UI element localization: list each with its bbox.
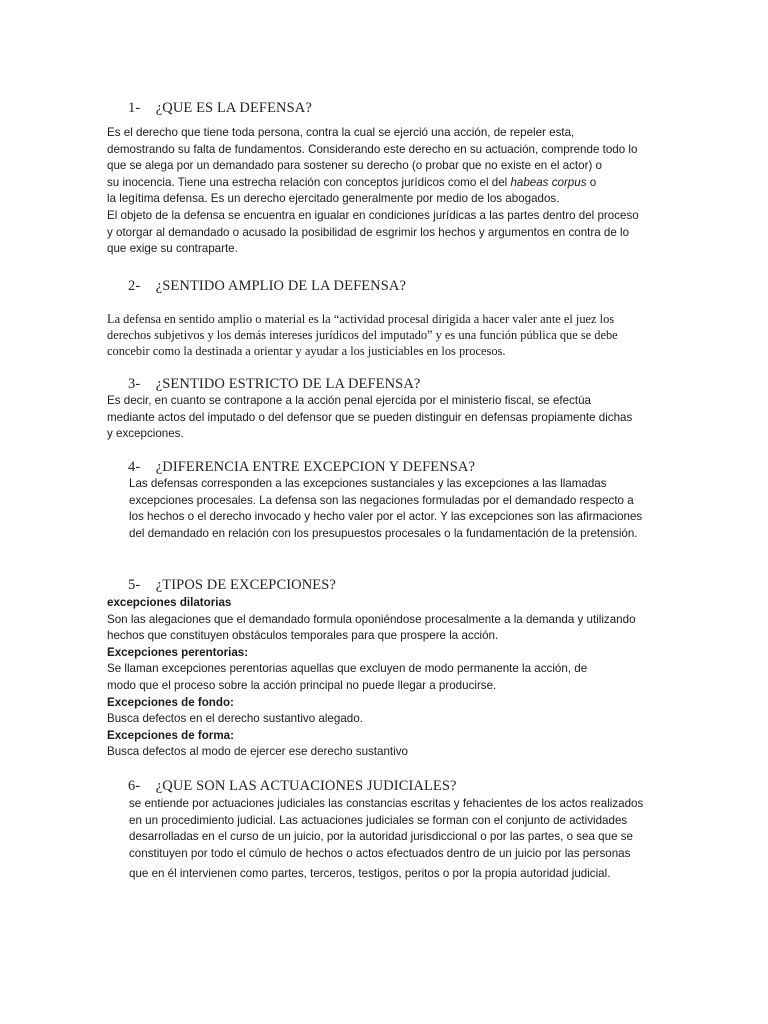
section-1-body [107,125,639,258]
section-6-body [129,796,643,883]
exception-type-label: excepciones dilatorias [107,596,232,609]
paragraph-line: Busca defectos en el derecho sustantivo alegado. [107,712,363,726]
paragraph-line: que exige su contraparte. [107,242,238,256]
paragraph-line: Es decir, en cuanto se contrapone a la acción penal ejercida por el ministerio fiscal, se efectúa [107,394,591,407]
italic-term: habeas corpus [510,175,587,189]
section-number: 5- [128,577,141,593]
paragraph-line: El objeto de la defensa se encuentra en igualar en condiciones jurídicas a las partes dentro del proceso [107,208,639,222]
section-number: 1- [128,100,141,116]
section-2-body [107,311,618,360]
paragraph-line: Se llaman excepciones perentorias aquellas que excluyen de modo permanente la acción, de [107,662,588,676]
section-3-heading [128,376,420,393]
paragraph-line: excepciones procesales. La defensa son las negaciones formuladas por el demandado respecto a [129,493,634,507]
section-3-body [107,393,632,443]
paragraph-line: y excepciones. [107,427,184,441]
paragraph-line: Es el derecho que tiene toda persona, contra la cual se ejerció una acción, de repeler esta, [107,126,575,139]
paragraph-text: su inocencia. Tiene una estrecha relación con conceptos jurídicos como el del [107,175,511,189]
section-number: 6- [128,778,141,794]
exception-type-label: Excepciones de fondo: [107,695,234,709]
paragraph-line: Busca defectos al modo de ejercer ese derecho sustantivo [107,745,408,759]
paragraph-line: mediante actos del imputado o del defensor que se pueden distinguir en defensas propiamente dichas [107,410,633,424]
exception-type-label: Excepciones perentorias: [107,645,249,659]
paragraph-line: los hechos o el derecho invocado y hecho valer por el actor. Y las excepciones son las afirmaciones [129,510,643,524]
paragraph-line: y otorgar al demandado o acusado la posibilidad de esgrimir los hechos y argumentos en contra de lo [107,225,630,239]
paragraph-line: que en él intervienen como partes, terceros, testigos, peritos o por la propia autoridad judicial. [129,867,611,881]
section-4-body [129,476,642,542]
paragraph-line: constituyen por todo el cúmulo de hechos o actos efectuados dentro de un juicio por las personas [129,846,631,860]
paragraph-line [107,175,639,192]
paragraph-line: demostrando su falta de fundamentos. Considerando este derecho en su actuación, comprende todo lo [107,142,638,156]
paragraph-line: se entiende por actuaciones judiciales las constancias escritas y fehacientes de los actos realizados [129,797,644,810]
section-5-body [107,595,636,761]
paragraph-line: La defensa en sentido amplio o material es la “actividad procesal dirigida a hacer valer ante el juez los [107,312,615,326]
paragraph-line: concebir como la destinada a orientar y ayudar a los justiciables en los procesos. [107,344,506,359]
paragraph-line: en un procedimiento judicial. Las actuaciones judiciales se forman con el conjunto de actividades [129,813,628,827]
section-number: 4- [128,459,141,475]
section-number: 2- [128,278,141,294]
section-6-heading [128,778,457,795]
exception-type-label: Excepciones de forma: [107,728,234,742]
section-4-heading [128,459,475,476]
section-2-heading [128,278,406,295]
section-1-heading [128,100,312,117]
paragraph-line: la legítima defensa. Es un derecho ejercitado generalmente por medio de los abogados. [107,192,560,206]
paragraph-line: que se alega por un demandado para sostener su derecho (o probar que no existe en el actor) o [107,159,602,173]
paragraph-line: derechos subjetivos y los demás intereses jurídicos del imputado” y es una función pública que se debe [107,328,618,343]
section-title: ¿SENTIDO ESTRICTO DE LA DEFENSA? [155,376,421,392]
section-5-heading [128,577,336,594]
section-title: ¿SENTIDO AMPLIO DE LA DEFENSA? [155,278,407,294]
paragraph-line: del demandado en relación con los presupuestos procesales o la fundamentación de la pretensión. [129,526,638,540]
section-title: ¿TIPOS DE EXCEPCIONES? [155,577,336,593]
paragraph-line: modo que el proceso sobre la acción principal no puede llegar a producirse. [107,678,497,692]
section-number: 3- [128,376,141,392]
paragraph-line: desarrolladas en el curso de un juicio, por la autoridad jurisdiccional o por las partes, o sea que se [129,830,633,844]
section-title: ¿DIFERENCIA ENTRE EXCEPCION Y DEFENSA? [155,459,476,475]
paragraph-line: Las defensas corresponden a las excepciones sustanciales y las excepciones a las llamadas [129,477,607,490]
paragraph-line: hechos que constituyen obstáculos temporales para que prospere la acción. [107,629,499,643]
paragraph-text: o [586,175,597,189]
paragraph-line: Son las alegaciones que el demandado formula oponiéndose procesalmente a la demanda y utilizando [107,612,636,626]
section-title: ¿QUE ES LA DEFENSA? [155,100,312,116]
section-title: ¿QUE SON LAS ACTUACIONES JUDICIALES? [155,778,457,794]
